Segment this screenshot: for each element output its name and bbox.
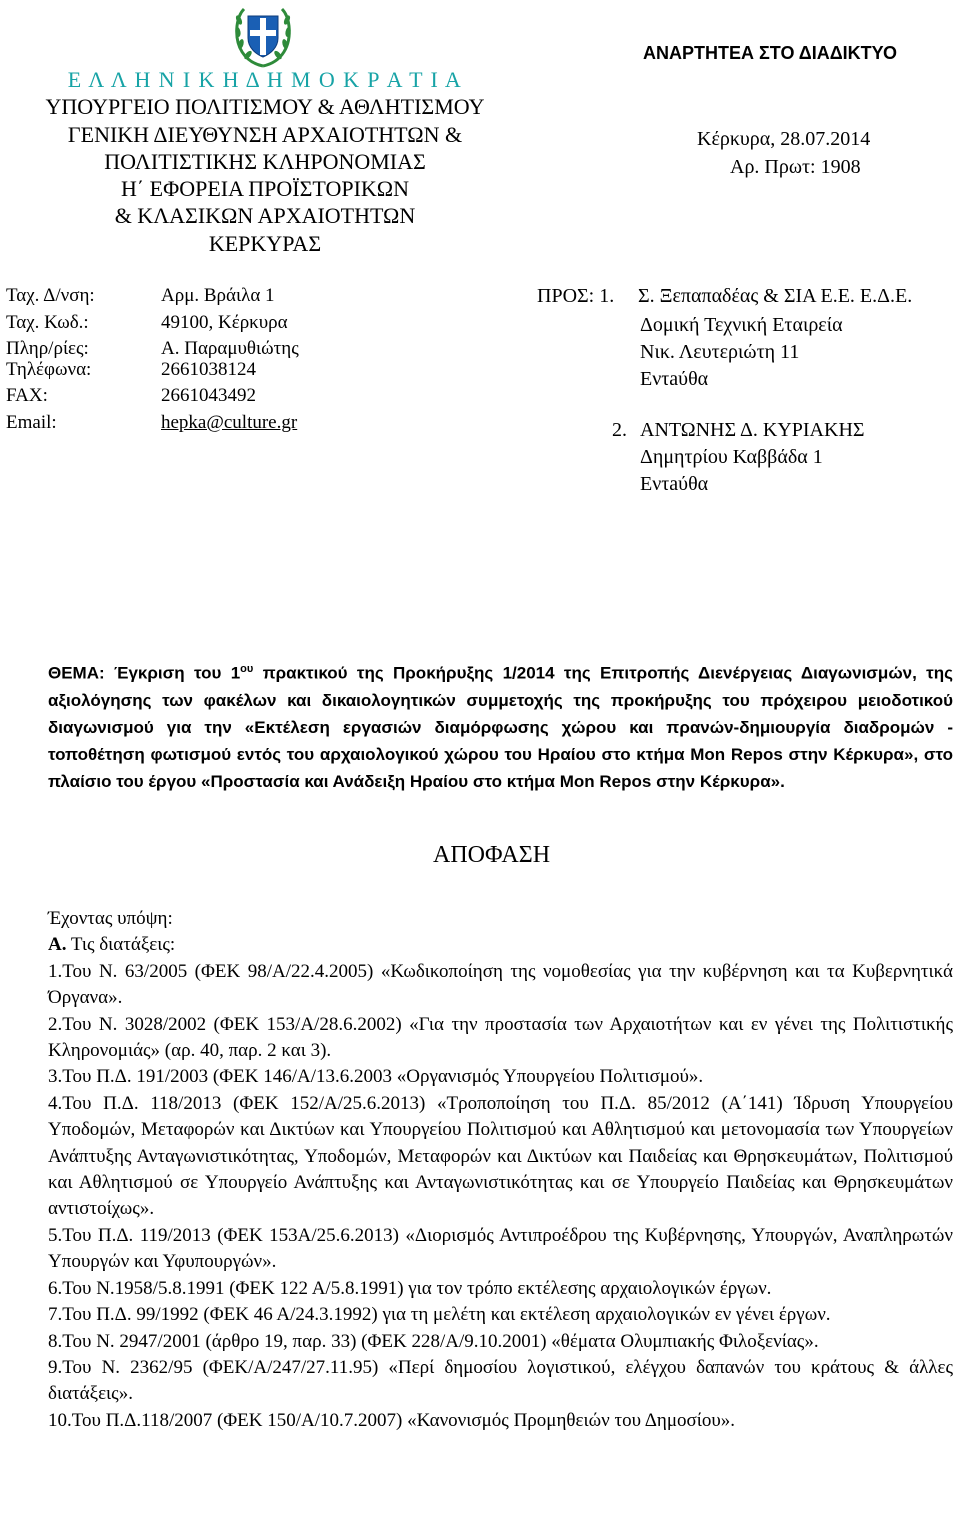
recipient-line: Δημητρίου Καββάδα 1 — [640, 446, 823, 468]
ministry-line: & ΚΛΑΣΙΚΩΝ ΑΡΧΑΙΟΤΗΤΩΝ — [114, 203, 416, 229]
email-link[interactable]: hepka@culture.gr — [161, 412, 298, 433]
recipient-line: Εντaύθα — [640, 473, 709, 495]
contact-label: FAX: — [6, 385, 48, 406]
ministry-line: ΥΠΟΥΡΓΕΙΟ ΠΟΛΙΤΙΣΜΟΥ & ΑΘΛΗΤΙΣΜΟΥ — [45, 94, 485, 120]
decision-title: ΑΠΟΦΑΣΗ — [433, 842, 551, 868]
document-date: Κέρκυρα, 28.07.2014 — [697, 128, 871, 150]
provision-item: 10.Του Π.Δ.118/2007 (ΦΕΚ 150/Α/10.7.2007) «Κανονισμός Προμηθειών του Δημοσίου». — [48, 1409, 736, 1431]
section-label: Τις διατάξεις: — [66, 934, 176, 956]
provision-item: 4.Του Π.Δ. 118/2013 (ΦΕΚ 152/Α/25.6.2013) «Τροποποίηση του Π.Δ. 85/2012 (Α΄141) Ίδρυση Υπουργείου Υποδομών, Μεταφορών και Δικτύων και Υπουργείου Πολιτισμού και Αθλητισμού και μετονομασία των Υπουργείων Ανάπτυξης Ανταγωνιστικότητας, Υποδομών, Μεταφορών και Δικτύων και Παιδείας και Θρησκευμάτων, Πολιτισμού και Αθλητισμού σε Υπουργείο Ανάπτυξης και Ανταγωνιστικότητας και σε Υπουργείο Παιδείας και Θρησκευμάτων αντιστοίχως». — [48, 1092, 953, 1220]
provision-item: 6.Του Ν.1958/5.8.1991 (ΦΕΚ 122 Α/5.8.1991) για τον τρόπο εκτέλεσης αρχαιολογικών έργων. — [48, 1277, 772, 1299]
ministry-line: ΠΟΛΙΤΙΣΤΙΚΗΣ ΚΛΗΡΟΝΟΜΙΑΣ — [104, 148, 426, 174]
protocol-number: Αρ. Πρωτ: 1908 — [730, 156, 861, 178]
provision-item: 9.Του Ν. 2362/95 (ΦΕΚ/Α/247/27.11.95) «Περί δημοσίου λογιστικού, ελέγχου δαπανών του κράτους & άλλες διατάξεις». — [48, 1356, 953, 1405]
recipient-line: Δομική Τεχνική Εταιρεία — [640, 314, 843, 336]
contact-label: Ταχ. Κωδ.: — [6, 312, 89, 333]
greek-emblem-icon — [230, 4, 296, 70]
recipient-number: 2. — [612, 419, 627, 441]
recipients-label: ΠΡΟΣ: 1. — [537, 285, 615, 307]
contact-value: 2661043492 — [161, 385, 256, 406]
posted-online-label: ΑΝΑΡΤΗΤΕΑ ΣΤΟ ΔΙΑΔΙΚΤΥΟ — [643, 43, 897, 63]
contact-value: Αρμ. Βράιλα 1 — [161, 285, 275, 306]
state-name: Ε Λ Λ Η Ν Ι Κ Η Δ Η Μ Ο Κ Ρ Α Τ Ι Α — [67, 67, 463, 92]
subject-paragraph — [48, 656, 953, 796]
provision-item: 2.Του Ν. 3028/2002 (ΦΕΚ 153/Α/28.6.2002) «Για την προστασία των Αρχαιοτήτων και εν γένει της Πολιτιστικής Κληρονομιάς» (αρ. 40, παρ. 2 και 3). — [48, 1013, 953, 1062]
subject-superscript: ου — [240, 663, 254, 675]
subject-prefix: ΘΕΜΑ: Έγκριση του 1 — [48, 663, 241, 683]
recipient-line: Νικ. Λευτεριώτη 11 — [640, 341, 800, 363]
contact-label: Ταχ. Δ/νση: — [6, 285, 95, 306]
ministry-line: Η΄ ΕΦΟΡΕΙΑ ΠΡΟΪΣΤΟΡΙΚΩΝ — [120, 176, 410, 202]
contact-label: Email: — [6, 412, 57, 433]
provisions-heading — [48, 932, 953, 958]
contact-value: 49100, Κέρκυρα — [161, 312, 288, 333]
provision-item: 8.Του Ν. 2947/2001 (άρθρο 19, παρ. 33) (ΦΕΚ 228/Α/9.10.2001) «θέματα Ολυμπιακής Φιλοξενίας». — [48, 1330, 819, 1352]
contact-label: Πληρ/ρίες: — [6, 338, 89, 359]
subject-text: πρακτικού της Προκήρυξης 1/2014 της Επιτροπής Διενέργειας Διαγωνισμών, της αξιολόγησης των φακέλων και δικαιολογητικών συμμετοχής της προκήρυξης του πρόχειρου μειοδοτικού διαγωνισμού για την «Εκτέλεση εργασιών διαμόρφωσης χώρου και πρανών-δημιουργία διαδρομών - τοποθέτηση φωτισμού εντός του αρχαιολογικού χώρου του Ηραίου στο κτήμα Mon Repos στην Κέρκυρα», στο πλαίσιο του έργου «Προστασία και Ανάδειξη Ηραίου στο κτήμα Mon Repos στην Κέρκυρα». — [48, 663, 953, 792]
ministry-line: ΓΕΝΙΚΗ ΔΙΕΥΘΥΝΣΗ ΑΡΧΑΙΟΤΗΤΩΝ & — [67, 121, 463, 147]
contact-label: Τηλέφωνα: — [6, 359, 92, 380]
provision-item: 5.Του Π.Δ. 119/2013 (ΦΕΚ 153Α/25.6.2013) «Διορισμός Αντιπροέδρου της Κυβέρνησης, Υπουργών, Αναπληρωτών Υπουργών και Υφυπουργών». — [48, 1224, 953, 1273]
contact-value: 2661038124 — [161, 359, 256, 380]
provision-item: 3.Του Π.Δ. 191/2003 (ΦΕΚ 146/Α/13.6.2003 «Οργανισμός Υπουργείου Πολιτισμού». — [48, 1066, 704, 1088]
provision-item: 7.Του Π.Δ. 99/1992 (ΦΕΚ 46 Α/24.3.1992) για τη μελέτη και εκτέλεση αρχαιολογικών εν γένει έργων. — [48, 1304, 831, 1326]
contact-value: Α. Παραμυθιώτης — [161, 338, 299, 359]
recipient-line: Εντaύθα — [640, 368, 709, 390]
recipient-line: ΑΝΤΩΝΗΣ Δ. ΚΥΡΙΑΚΗΣ — [640, 419, 865, 441]
issuing-authority — [20, 66, 510, 257]
recipient-line: Σ. Ξεπαπαδέας & ΣΙΑ Ε.Ε. Ε.Δ.Ε. — [638, 285, 913, 307]
ministry-line: ΚΕΡΚΥΡΑΣ — [208, 230, 322, 256]
provision-item: 1.Του Ν. 63/2005 (ΦΕΚ 98/Α/22.4.2005) «Κωδικοποίηση της νομοθεσίας για την κυβέρνηση και τα Κυβερνητικά Όργανα». — [48, 960, 953, 1009]
decision-body — [48, 906, 953, 1434]
decision-intro: Έχοντας υπόψη: — [48, 908, 173, 929]
section-letter: Α. — [48, 934, 67, 956]
